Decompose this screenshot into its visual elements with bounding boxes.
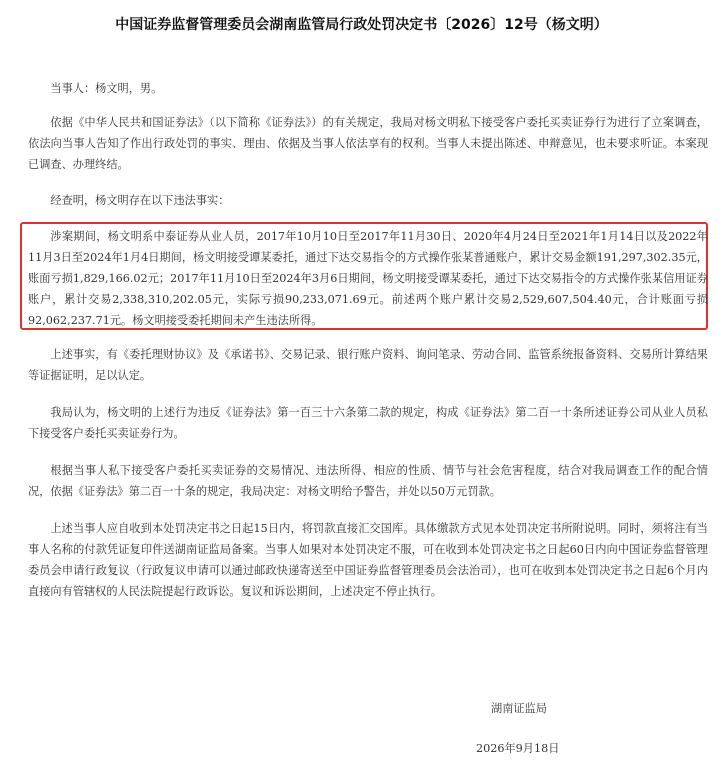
- remedy-paragraph: 上述当事人应自收到本处罚决定书之日起15日内，将罚款直接汇交国库。具体缴款方式见本处罚决定书所附说明。同时，须将注有当事人名称的付款凭证复印件送湖南证监局备案。当事人如果对本处罚决定不服，可在收到本处罚决定书之日起60日内向中国证券监督管理委员会申请行政复议（行政复议申请可以通过邮政快递寄送至中国证券监督管理委员会法治司），也可在收到本处罚决定书之日起6个月内直接向有管辖权的人民法院提起行政诉讼。复议和诉讼期间，上述决定不停止执行。: [28, 522, 708, 598]
- violation-facts-paragraph: 涉案期间，杨文明系中泰证券从业人员，2017年10月10日至2017年11月30日、2020年4月24日至2021年1月14日以及2022年11月3日至2024年1月4日期间，杨文明接受谭某委托，通过下达交易指令的方式操作张某普通账户，累计交易金额191,297,302.35元，账面亏损1,829,166.02元；2017年11月10日至2024年3月6日期间，杨文明接受谭某委托，通过下达交易指令的方式操作张某信用证券账户，累计交易2,338,310,202.05元，实际亏损90,233,071.69元。前述两个账户累计交易2,529,607,504.40元，合计账面亏损92,062,237.71元。杨文明接受委托期间未产生违法所得。: [28, 230, 708, 327]
- document-title: 中国证券监督管理委员会湖南监管局行政处罚决定书〔2026〕12号（杨文明）: [115, 17, 608, 33]
- basis-paragraph: 依据《中华人民共和国证券法》（以下简称《证券法》）的有关规定，我局对杨文明私下接受客户委托买卖证券行为进行了立案调查，依法向当事人告知了作出行政处罚的事实、理由、依据及当事人依法享有的权利。当事人未提出陈述、申辩意见，也未要求听证。本案现已调查、办理终结。: [28, 116, 708, 171]
- findings-intro-paragraph: 经查明，杨文明存在以下违法事实：: [50, 194, 230, 207]
- issue-date: 2026年9月18日: [476, 742, 560, 755]
- party-paragraph: 当事人：杨文明，男。: [50, 82, 163, 95]
- evidence-paragraph: 上述事实，有《委托理财协议》及《承诺书》、交易记录、银行账户资料、询问笔录、劳动合同、监管系统报备资料、交易所计算结果等证据证明，足以认定。: [28, 348, 708, 382]
- issuer-name: 湖南证监局: [491, 702, 547, 715]
- opinion-paragraph: 我局认为，杨文明的上述行为违反《证券法》第一百三十六条第二款的规定，构成《证券法》第二百一十条所述证券公司从业人员私下接受客户委托买卖证券行为。: [28, 406, 708, 440]
- decision-paragraph: 根据当事人私下接受客户委托买卖证券的交易情况、违法所得、相应的性质、情节与社会危害程度，结合对我局调查工作的配合情况，依据《证券法》第二百一十条的规定，我局决定：对杨文明给予警告，并处以50万元罚款。: [28, 464, 708, 498]
